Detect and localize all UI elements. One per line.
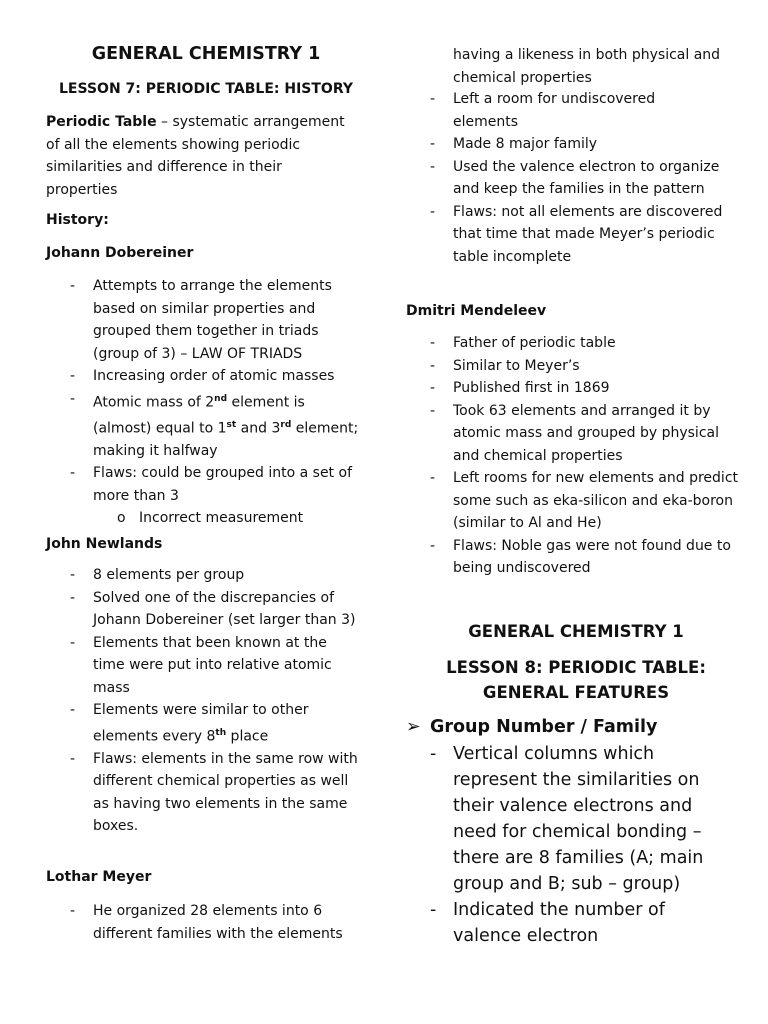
meyer-continued-list bbox=[406, 88, 724, 268]
list-item: - Flaws: Noble gas were not found due to being undiscovered bbox=[406, 535, 746, 580]
list-item: - Similar to Meyer’s bbox=[406, 355, 746, 378]
meyer-continuation: having a likeness in both physical and chemical properties bbox=[453, 47, 721, 86]
lesson-8-title: GENERAL CHEMISTRY 1 bbox=[468, 622, 684, 641]
list-item: - Attempts to arrange the elements based on similar properties and grouped them together in triads (group of 3) – LAW OF TRIADS bbox=[46, 275, 366, 365]
definition-term: Periodic Table bbox=[46, 114, 157, 130]
list-item: - Left rooms for new elements and predict some such as eka-silicon and eka-boron (similar to Al and He) bbox=[406, 467, 746, 535]
list-item: - Took 63 elements and arranged it by atomic mass and grouped by physical and chemical properties bbox=[406, 400, 746, 468]
dobereiner-heading: Johann Dobereiner bbox=[46, 245, 194, 261]
arrow-bullet-icon: ➢ bbox=[406, 717, 421, 737]
lesson-8-heading-line1: LESSON 8: PERIODIC TABLE: bbox=[446, 658, 706, 677]
meyer-list bbox=[46, 900, 366, 945]
list-item: - Father of periodic table bbox=[406, 332, 746, 355]
list-item: - Made 8 major family bbox=[406, 133, 724, 156]
dobereiner-list bbox=[46, 275, 366, 530]
list-item: - Solved one of the discrepancies of Johann Dobereiner (set larger than 3) bbox=[46, 587, 358, 632]
list-item: - Atomic mass of 2nd element is (almost) equal to 1st and 3rd element; making it halfway bbox=[46, 388, 366, 463]
lesson-7-heading: LESSON 7: PERIODIC TABLE: HISTORY bbox=[59, 81, 353, 97]
list-item: - Vertical columns which represent the similarities on their valence electrons and need for chemical bonding – there are 8 families (A; main group and B; sub – group) bbox=[406, 741, 716, 897]
feature-heading bbox=[406, 717, 657, 737]
list-item: - Elements were similar to other elements every 8th place bbox=[46, 699, 358, 748]
list-item: - Flaws: could be grouped into a set of more than 3 bbox=[46, 462, 366, 507]
feature-heading-label: Group Number / Family bbox=[430, 717, 658, 737]
list-item: - Left a room for undiscovered elements bbox=[406, 88, 724, 133]
mendeleev-heading: Dmitri Mendeleev bbox=[406, 303, 547, 319]
page-title: GENERAL CHEMISTRY 1 bbox=[91, 44, 321, 64]
lesson-8-heading-line2: GENERAL FEATURES bbox=[482, 683, 670, 702]
list-item: - Flaws: elements in the same row with different chemical properties as well as having two elements in the same boxes. bbox=[46, 748, 358, 838]
list-item: - He organized 28 elements into 6 different families with the elements bbox=[46, 900, 366, 945]
feature-list bbox=[406, 741, 716, 949]
list-item: - Indicated the number of valence electron bbox=[406, 897, 716, 949]
list-item: - 8 elements per group bbox=[46, 564, 358, 587]
newlands-heading: John Newlands bbox=[46, 536, 163, 552]
list-item: - Published first in 1869 bbox=[406, 377, 746, 400]
list-item: - Elements that been known at the time were put into relative atomic mass bbox=[46, 632, 358, 700]
history-label: History: bbox=[46, 212, 109, 228]
mendeleev-list bbox=[406, 332, 746, 580]
list-item: - Increasing order of atomic masses bbox=[46, 365, 366, 388]
list-item: - Flaws: not all elements are discovered that time that made Meyer’s periodic table incomplete bbox=[406, 201, 724, 269]
list-subitem: o Incorrect measurement bbox=[46, 507, 366, 530]
newlands-list bbox=[46, 564, 358, 838]
definition-text: – systematic arrangement of all the elements showing periodic similarities and difference in their properties bbox=[46, 114, 345, 198]
periodic-table-definition bbox=[46, 111, 351, 201]
meyer-heading: Lothar Meyer bbox=[46, 869, 152, 885]
list-item: - Used the valence electron to organize and keep the families in the pattern bbox=[406, 156, 724, 201]
